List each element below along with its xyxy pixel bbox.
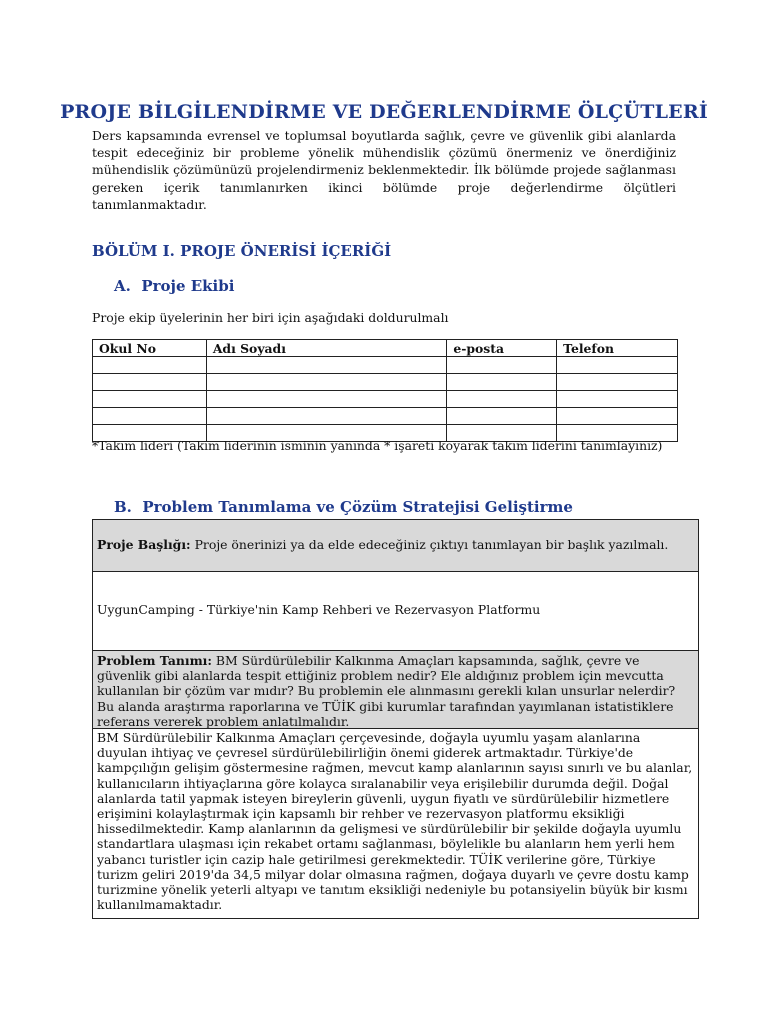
table-cell[interactable] (557, 408, 678, 425)
project-title-label: Proje Başlığı: (97, 537, 191, 552)
subsection-a-title: Proje Ekibi (141, 277, 235, 295)
table-cell[interactable] (557, 357, 678, 374)
project-title-value: UygunCamping - Türkiye'nin Kamp Rehberi ve Rezervasyon Platformu (97, 602, 541, 617)
project-title-value-box[interactable] (92, 571, 699, 651)
problem-text: BM Sürdürülebilir Kalkınma Amaçları çerçevesinde, doğayla uyumlu yaşam alanlarına duyulan ihtiyaç ve çevresel sürdürülebilirliğin önemi giderek artmaktadır. Türkiye'de kampçılığın gelişim göstermesine rağmen, mevcut kamp alanlarının sayısı sınırlı ve bu alanlar, kullanıcıların ihtiyaçlarına göre kolayca sıralanabilir veya erişilebilir durumda değil. Doğal alanlarda tatil yapmak isteyen bireylerin güvenli, uygun fiyatlı ve sürdürülebilir hizmetlere erişimini kolaylaştırmak için kapsamlı bir rehber ve rezervasyon platformu eksikliği hissedilmektedir. Kamp alanlarının da gelişmesi ve sürdürülebilir bir şekilde doğayla uyumlu standartlara ulaşması için rekabet ortamı sağlanması, böylelikle bu alanların hem yerli hem yabancı turistler için cazip hale getirilmesi gerekmektedir. TÜİK verilerine göre, Türkiye turizm geliri 2019'da 34,5 milyar dolar olmasına rağmen, doğaya duyarlı ve çevre dostu kamp turizmine yönelik yeterli altyapı ve tanıtım eksikliği nedeniyle bu potansiyelin büyük bir kısmı kullanılmamaktadır. (97, 730, 693, 913)
table-row (93, 408, 678, 425)
table-cell[interactable] (93, 391, 207, 408)
subsection-a-label: A. (114, 277, 131, 295)
team-table (92, 339, 678, 442)
table-cell[interactable] (206, 374, 447, 391)
table-cell[interactable] (447, 374, 557, 391)
column-header: Okul No (93, 340, 207, 357)
table-cell[interactable] (93, 374, 207, 391)
team-table-header (93, 340, 678, 357)
table-cell[interactable] (93, 357, 207, 374)
subsection-b-heading (114, 498, 573, 516)
subsection-a-heading (114, 277, 234, 295)
table-cell[interactable] (557, 391, 678, 408)
intro-paragraph: Ders kapsamında evrensel ve toplumsal boyutlarda sağlık, çevre ve güvenlik gibi alanlarda tespit edeceğiniz bir probleme yönelik mühendislik çözümü önermeniz ve önerdiğiniz mühendislik çözümünüzü projelendirmeniz beklenmektedir. İlk bölümde projede sağlanması gereken içerik tanımlanırken ikinci bölümde proje değerlendirme ölçütleri tanımlanmaktadır. (92, 128, 676, 212)
table-cell[interactable] (206, 391, 447, 408)
table-row (93, 391, 678, 408)
column-header: e-posta (447, 340, 557, 357)
section-1-heading: BÖLÜM I. PROJE ÖNERİSİ İÇERİĞİ (92, 242, 392, 260)
team-instruction: Proje ekip üyelerinin her biri için aşağıdaki doldurulmalı (92, 310, 449, 325)
team-leader-note: *Takım lideri (Takım liderinin isminin yanında * işareti koyarak takım liderini tanımlayınız) (92, 438, 663, 453)
problem-label: Problem Tanımı: (97, 653, 212, 668)
table-cell[interactable] (557, 374, 678, 391)
table-row (93, 374, 678, 391)
project-title-instruction-box (92, 519, 699, 572)
table-cell[interactable] (93, 408, 207, 425)
problem-instruction-box (92, 650, 699, 729)
problem-text-box[interactable] (92, 728, 699, 919)
table-cell[interactable] (447, 357, 557, 374)
column-header: Telefon (557, 340, 678, 357)
table-cell[interactable] (447, 408, 557, 425)
subsection-b-title: Problem Tanımlama ve Çözüm Stratejisi Geliştirme (142, 498, 573, 516)
problem-instruction: BM Sürdürülebilir Kalkınma Amaçları kapsamında, sağlık, çevre ve güvenlik gibi alanlarda tespit ettiğiniz problem nedir? Ele aldığınız problem için mevcutta kullanılan bir çözüm var mıdır? Bu problemin ele alınmasını gerekli kılan unsurlar nelerdir? Bu alanda araştırma raporlarına ve TÜİK gibi kurumlar tarafından yayımlanan istatistiklere referans vererek problem anlatılmalıdır. (97, 653, 676, 729)
table-row (93, 357, 678, 374)
project-title-instruction: Proje önerinizi ya da elde edeceğiniz çıktıyı tanımlayan bir başlık yazılmalı. (194, 537, 669, 552)
table-cell[interactable] (447, 391, 557, 408)
table-cell[interactable] (206, 357, 447, 374)
subsection-b-label: B. (114, 498, 132, 516)
table-cell[interactable] (206, 408, 447, 425)
column-header: Adı Soyadı (206, 340, 447, 357)
page-title: PROJE BİLGİLENDİRME VE DEĞERLENDİRME ÖLÇÜTLERİ (60, 101, 708, 123)
